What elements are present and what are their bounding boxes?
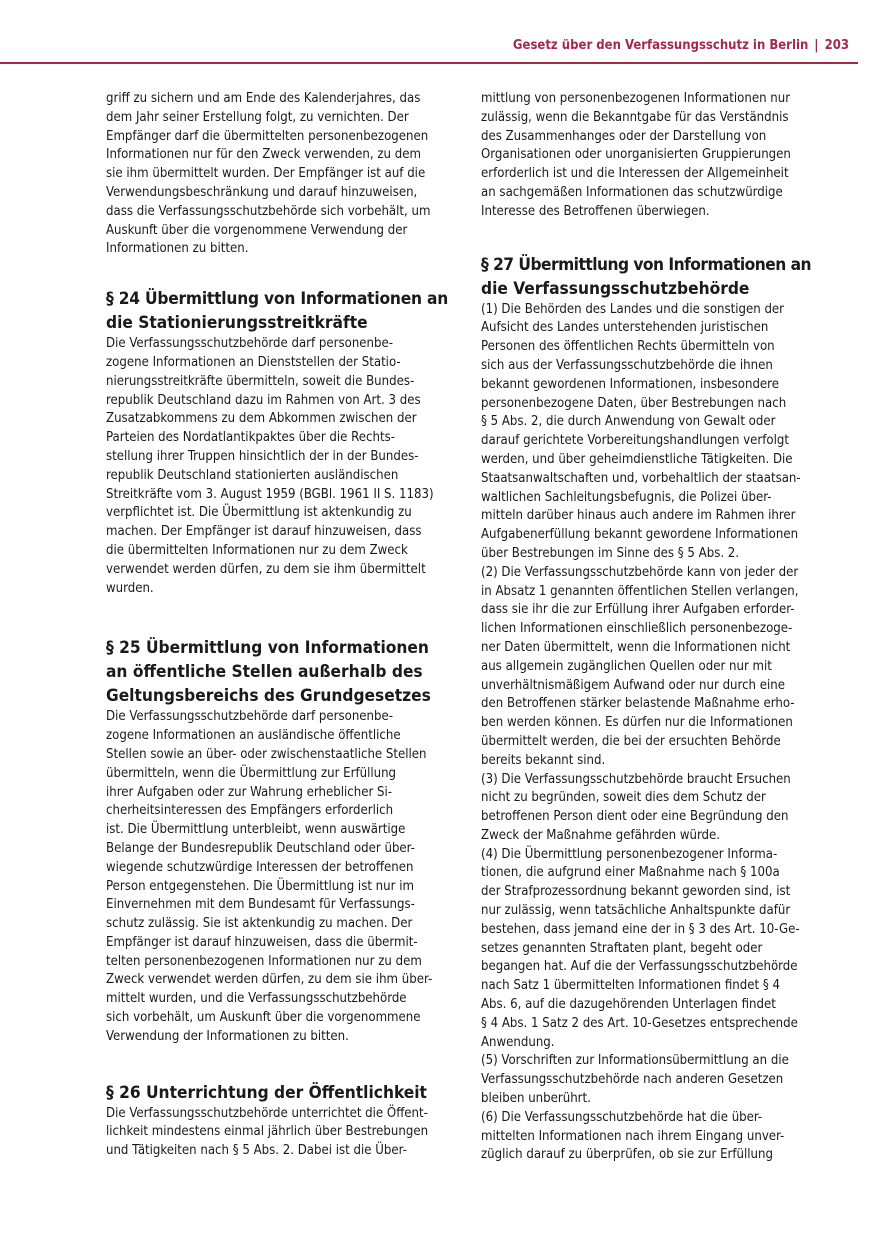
text-line: die Verfassungsschutzbehörde [481, 278, 750, 299]
text-line: Empfänger darf die übermittelten personenbezogenen [106, 128, 429, 144]
text-line: Organisationen oder unorganisierten Gruppierungen [481, 147, 791, 163]
text-line: waltlichen Sachleitungsbefugnis, die Polizei über- [481, 489, 772, 505]
text-line: Informationen zu bitten. [106, 241, 249, 257]
text-line: Person entgegenstehen. Die Übermittlung ist nur im [106, 878, 414, 894]
text-line: griff zu sichern und am Ende des Kalenderjahres, das [106, 91, 421, 106]
text-line: mittelten Informationen nach ihrem Eingang unver- [481, 1128, 785, 1144]
text-line: zogene Informationen an ausländische öffentliche [106, 728, 401, 744]
text-line: verpflichtet ist. Die Übermittlung ist aktenkundig zu [106, 505, 412, 521]
text-line: aus allgemein zugänglichen Quellen oder nur mit [481, 658, 772, 674]
text-line: werden, und über geheimdienstliche Tätigkeiten. Die [481, 451, 793, 467]
text-line: tionen, die aufgrund einer Maßnahme nach § 100a [481, 865, 780, 881]
text-line: cherheitsinteressen des Empfängers erforderlich [106, 803, 394, 819]
text-line: Streitkräfte vom 3. August 1959 (BGBl. 1961 II S. 1183) [106, 486, 434, 502]
text-line: die Stationierungsstreitkräfte [106, 313, 368, 334]
text-line: betroffenen Person dient oder eine Begründung den [481, 809, 789, 825]
text-line: ihrer Aufgaben oder zur Wahrung erheblicher Si- [106, 784, 393, 800]
section-gap [106, 1047, 448, 1081]
text-line: über Bestrebungen im Sinne des § 5 Abs. 2. [481, 545, 740, 561]
text-line: sich vorbehält, um Auskunft über die vorgenommene [106, 1010, 421, 1026]
section-gap [106, 598, 448, 636]
text-line: Staatsanwaltschaften und, vorbehaltlich der staatsan- [481, 470, 801, 486]
text-line: übermitteln, wenn die Übermittlung zur Erfüllung [106, 765, 397, 781]
text-line: darauf gerichtete Vorbereitungshandlungen verfolgt [481, 433, 789, 449]
text-line: bereits bekannt sind. [481, 752, 606, 768]
text-line: (6) Die Verfassungsschutzbehörde hat die über- [481, 1109, 763, 1125]
text-line: (2) Die Verfassungsschutzbehörde kann von jeder der [481, 564, 799, 580]
section-26-body [106, 1105, 448, 1161]
text-line: Personen des öffentlichen Rechts übermitteln von [481, 339, 775, 355]
section-27-heading [481, 253, 811, 301]
text-line: verwendet werden dürfen, zu dem sie ihm übermittelt [106, 561, 426, 577]
text-line: in Absatz 1 genannten öffentlichen Stellen verlangen, [481, 583, 799, 599]
left-intro-paragraph [106, 90, 448, 259]
running-head [513, 38, 849, 53]
page-number: 203 [824, 38, 849, 53]
text-line: Informationen nur für den Zweck verwenden, zu dem [106, 147, 421, 163]
text-line: nierungsstreitkräfte übermitteln, soweit die Bundes- [106, 373, 415, 389]
text-line: die übermittelten Informationen nur zu dem Zweck [106, 542, 408, 558]
text-line: bestehen, dass jemand eine der in § 3 des Art. 10-Ge- [481, 921, 800, 937]
section-27-body [481, 301, 811, 1166]
text-line: dem Jahr seiner Erstellung folgt, zu vernichten. Der [106, 109, 409, 125]
text-line: Interesse des Betroffenen überwiegen. [481, 203, 710, 219]
text-line: republik Deutschland dazu im Rahmen von Art. 3 des [106, 392, 421, 408]
text-line: Verwendungsbeschränkung und darauf hinzuweisen, [106, 184, 418, 200]
text-line: mittelt wurden, und die Verfassungsschutzbehörde [106, 991, 407, 1007]
text-line: Zweck der Maßnahme gefährden würde. [481, 827, 721, 843]
text-line: mitteln darüber hinaus auch andere im Rahmen ihrer [481, 508, 796, 524]
text-line: schutz zulässig. Sie ist aktenkundig zu machen. Der [106, 916, 413, 932]
right-column [481, 90, 811, 1165]
text-line: sie ihm übermittelt wurden. Der Empfänger ist auf die [106, 166, 426, 182]
text-line: übermittelt werden, die bei der ersuchten Behörde [481, 733, 781, 749]
text-line: § 24 Übermittlung von Informationen an [106, 289, 448, 310]
text-line: Verfassungsschutzbehörde nach anderen Gesetzen [481, 1072, 784, 1088]
text-line: begangen hat. Auf die der Verfassungsschutzbehörde [481, 959, 798, 975]
text-line: bekannt gewordenen Informationen, insbesondere [481, 376, 779, 392]
text-line: und Tätigkeiten nach § 5 Abs. 2. Dabei ist die Über- [106, 1143, 407, 1159]
running-head-title: Gesetz über den Verfassungsschutz in Berlin [512, 38, 809, 53]
right-intro-paragraph [481, 90, 811, 222]
text-line: Zweck verwendet werden dürfen, zu dem sie ihm über- [106, 972, 433, 988]
running-head-separator: | [814, 38, 819, 53]
text-line: Parteien des Nordatlantikpaktes über die Rechts- [106, 430, 395, 446]
text-line: zulässig, wenn die Bekanntgabe für das Verständnis [481, 109, 789, 125]
text-line: ben werden können. Es dürfen nur die Informationen [481, 715, 793, 731]
text-line: der Strafprozessordnung bekannt geworden sind, ist [481, 884, 791, 900]
section-24-heading [106, 287, 448, 335]
text-line: an öffentliche Stellen außerhalb des [106, 662, 423, 683]
text-line: Aufgabenerfüllung bekannt gewordene Informationen [481, 527, 799, 543]
text-line: telten personenbezogenen Informationen nur zu dem [106, 953, 422, 969]
section-gap [106, 259, 448, 287]
text-line: Geltungsbereichs des Grundgesetzes [106, 686, 431, 707]
text-line: § 5 Abs. 2, die durch Anwendung von Gewalt oder [481, 414, 776, 430]
section-25-body [106, 708, 448, 1046]
text-line: Die Verfassungsschutzbehörde darf personenbe- [106, 336, 393, 352]
text-line: (1) Die Behörden des Landes und die sonstigen der [481, 301, 785, 317]
text-line: wurden. [106, 580, 154, 596]
header-rule [0, 62, 858, 64]
text-line: Abs. 6, auf die dazugehörenden Unterlagen findet [481, 997, 776, 1013]
section-25-heading [106, 636, 448, 708]
text-line: lichkeit mindestens einmal jährlich über Bestrebungen [106, 1124, 429, 1140]
text-line: Empfänger ist darauf hinzuweisen, dass die übermit- [106, 934, 418, 950]
text-line: personenbezogene Daten, über Bestrebungen nach [481, 395, 787, 411]
section-24-body [106, 335, 448, 598]
text-line: unverhältnismäßigem Aufwand oder nur durch eine [481, 677, 785, 693]
text-line: Zusatzabkommens zu dem Abkommen zwischen der [106, 411, 417, 427]
text-line: dass sie ihr die zur Erfüllung ihrer Aufgaben erforder- [481, 602, 795, 618]
text-line: § 27 Übermittlung von Informationen an [481, 254, 811, 275]
text-line: nicht zu begründen, soweit dies dem Schutz der [481, 790, 766, 806]
text-line: mittlung von personenbezogenen Informationen nur [481, 91, 791, 106]
text-line: (5) Vorschriften zur Informationsübermittlung an die [481, 1053, 789, 1069]
text-line: zogene Informationen an Dienststellen der Statio- [106, 354, 401, 370]
text-line: lichen Informationen einschließlich personenbezoge- [481, 621, 793, 637]
text-line: Die Verfassungsschutzbehörde darf personenbe- [106, 709, 393, 725]
text-line: ist. Die Übermittlung unterbleibt, wenn auswärtige [106, 822, 406, 838]
text-line: setzes genannten Straftaten plant, begeht oder [481, 940, 763, 956]
text-line: Anwendung. [481, 1034, 555, 1050]
text-line: Einvernehmen mit dem Bundesamt für Verfassungs- [106, 897, 415, 913]
text-line: Verwendung der Informationen zu bitten. [106, 1028, 349, 1044]
text-line: machen. Der Empfänger ist darauf hinzuweisen, dass [106, 524, 422, 540]
text-line: nach Satz 1 übermittelten Informationen findet § 4 [481, 978, 780, 994]
section-gap [481, 222, 811, 253]
text-line: nur zulässig, wenn tatsächliche Anhaltspunkte dafür [481, 903, 791, 919]
text-line: stellung ihrer Truppen hinsichtlich der in der Bundes- [106, 448, 419, 464]
text-line: § 25 Übermittlung von Informationen [106, 638, 429, 659]
text-line: erforderlich ist und die Interessen der Allgemeinheit [481, 166, 789, 182]
text-line: § 26 Unterrichtung der Öffentlichkeit [106, 1082, 427, 1103]
text-line: züglich darauf zu überprüfen, ob sie zur Erfüllung [481, 1147, 773, 1163]
text-line: (4) Die Übermittlung personenbezogener Informa- [481, 846, 778, 862]
text-line: sich aus der Verfassungsschutzbehörde die ihnen [481, 357, 773, 373]
text-line: republik Deutschland stationierten ausländischen [106, 467, 399, 483]
text-line: ner Daten übermittelt, wenn die Informationen nicht [481, 639, 791, 655]
text-line: Aufsicht des Landes unterstehenden juristischen [481, 320, 769, 336]
text-line: Die Verfassungsschutzbehörde unterrichtet die Öffent- [106, 1105, 428, 1121]
text-line: des Zusammenhanges oder der Darstellung von [481, 128, 767, 144]
text-line: den Betroffenen stärker belastende Maßnahme erho- [481, 696, 795, 712]
text-line: Stellen sowie an über- oder zwischenstaatliche Stellen [106, 746, 427, 762]
left-column [106, 90, 448, 1161]
text-line: an sachgemäßen Informationen das schutzwürdige [481, 184, 783, 200]
section-26-heading [106, 1081, 448, 1105]
text-line: wiegende schutzwürdige Interessen der betroffenen [106, 859, 414, 875]
text-line: Auskunft über die vorgenommene Verwendung der [106, 222, 408, 238]
text-line: Belange der Bundesrepublik Deutschland oder über- [106, 840, 415, 856]
text-line: § 4 Abs. 1 Satz 2 des Art. 10-Gesetzes entsprechende [481, 1015, 798, 1031]
text-line: dass die Verfassungsschutzbehörde sich vorbehält, um [106, 203, 431, 219]
text-line: (3) Die Verfassungsschutzbehörde braucht Ersuchen [481, 771, 791, 787]
text-line: bleiben unberührt. [481, 1091, 591, 1107]
